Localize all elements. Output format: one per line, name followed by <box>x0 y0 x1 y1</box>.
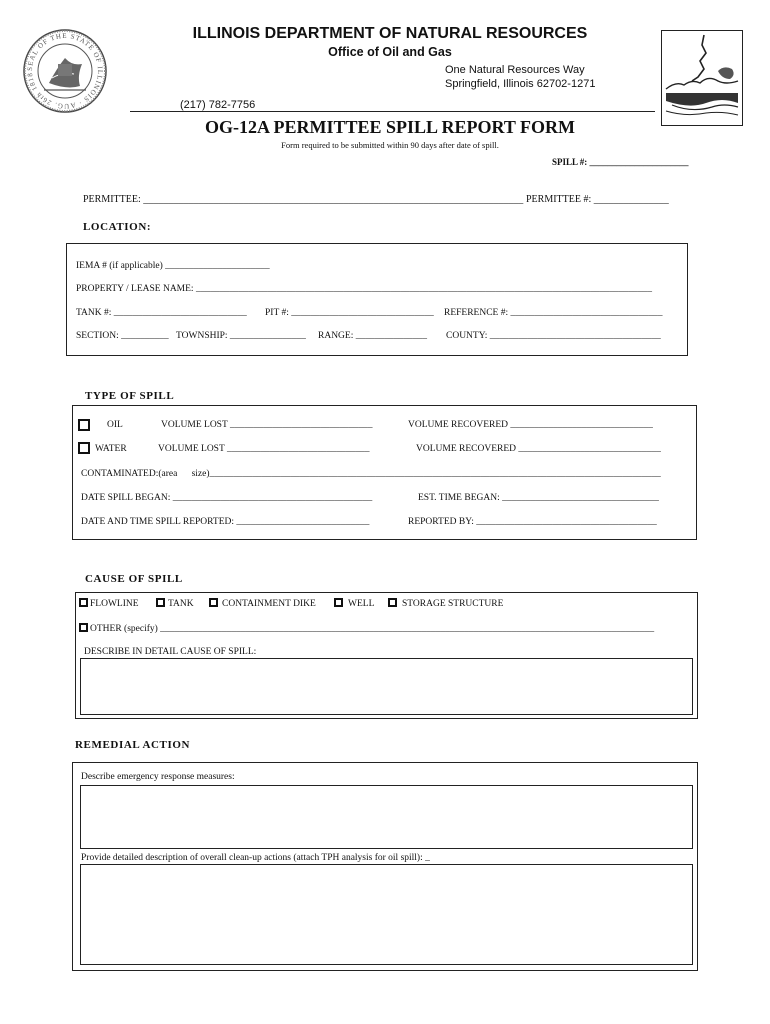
contaminated-area-field[interactable]: CONTAMINATED:(area size)_______________________________________________________________________________________________ <box>81 469 661 479</box>
form-subtitle: Form required to be submitted within 90 days after date of spill. <box>281 140 499 150</box>
county-field[interactable]: COUNTY: ____________________________________ <box>446 331 661 341</box>
oil-volume-lost-field[interactable]: VOLUME LOST ______________________________ <box>161 420 373 430</box>
est-time-began-field[interactable]: EST. TIME BEGAN: _________________________________ <box>418 493 659 503</box>
state-seal <box>22 28 108 114</box>
section-field[interactable]: SECTION: __________ <box>76 331 169 341</box>
iema-field[interactable]: IEMA # (if applicable) ______________________ <box>76 261 270 271</box>
emergency-response-textarea[interactable] <box>80 785 693 849</box>
water-label: WATER <box>95 444 127 454</box>
oil-checkbox[interactable] <box>78 419 90 431</box>
agency-name: ILLINOIS DEPARTMENT OF NATURAL RESOURCES <box>192 25 588 42</box>
type-of-spill-heading: TYPE OF SPILL <box>85 390 175 402</box>
tank-checkbox[interactable] <box>156 598 165 607</box>
storage-structure-label: STORAGE STRUCTURE <box>402 599 504 609</box>
idnr-logo <box>661 30 743 126</box>
oil-volume-recovered-field[interactable]: VOLUME RECOVERED ______________________________ <box>408 420 653 430</box>
form-title: OG-12A PERMITTEE SPILL REPORT FORM <box>204 117 576 137</box>
township-field[interactable]: TOWNSHIP: ________________ <box>176 331 306 341</box>
well-checkbox[interactable] <box>334 598 343 607</box>
header-rule <box>130 111 655 112</box>
tank-label: TANK <box>168 599 194 609</box>
address-line2: Springfield, Illinois 62702-1271 <box>445 78 596 90</box>
office-name: Office of Oil and Gas <box>328 45 452 59</box>
oil-label: OIL <box>107 420 123 430</box>
date-spill-began-field[interactable]: DATE SPILL BEGAN: __________________________________________ <box>81 493 373 503</box>
permittee-field[interactable]: PERMITTEE: ____________________________________________________________________________ <box>83 194 524 205</box>
describe-cause-label: DESCRIBE IN DETAIL CAUSE OF SPILL: <box>84 647 257 657</box>
flowline-checkbox[interactable] <box>79 598 88 607</box>
reference-number-field[interactable]: REFERENCE #: ________________________________ <box>444 308 663 318</box>
storage-structure-checkbox[interactable] <box>388 598 397 607</box>
permittee-number-field[interactable]: PERMITTEE #: _______________ <box>526 194 669 205</box>
emergency-response-label: Describe emergency response measures: <box>81 772 235 782</box>
pit-number-field[interactable]: PIT #: ______________________________ <box>265 308 434 318</box>
cause-of-spill-heading: CAUSE OF SPILL <box>85 573 183 585</box>
phone-number: (217) 782-7756 <box>180 99 256 111</box>
property-lease-field[interactable]: PROPERTY / LEASE NAME: ________________________________________________________________________________________________ <box>76 284 652 294</box>
date-time-reported-field[interactable]: DATE AND TIME SPILL REPORTED: ____________________________ <box>81 517 370 527</box>
other-checkbox[interactable] <box>79 623 88 632</box>
flowline-label: FLOWLINE <box>90 599 139 609</box>
remedial-action-heading: REMEDIAL ACTION <box>75 739 191 751</box>
well-label: WELL <box>348 599 375 609</box>
address-line1: One Natural Resources Way <box>445 64 585 76</box>
containment-dike-label: CONTAINMENT DIKE <box>222 599 316 609</box>
cleanup-actions-textarea[interactable] <box>80 864 693 965</box>
water-volume-lost-field[interactable]: VOLUME LOST ______________________________ <box>158 444 370 454</box>
water-checkbox[interactable] <box>78 442 90 454</box>
svg-text:SEAL OF THE STATE OF ILLINOIS: SEAL OF THE STATE OF ILLINOIS · AUG. 26th 1818 <box>25 31 105 111</box>
spill-number-field[interactable]: SPILL #: ______________________ <box>552 157 689 167</box>
range-field[interactable]: RANGE: _______________ <box>318 331 427 341</box>
other-specify-field[interactable]: OTHER (specify) ________________________________________________________________________________________________________ <box>90 624 655 634</box>
water-volume-recovered-field[interactable]: VOLUME RECOVERED ______________________________ <box>416 444 661 454</box>
describe-cause-textarea[interactable] <box>80 658 693 715</box>
reported-by-field[interactable]: REPORTED BY: ______________________________________ <box>408 517 657 527</box>
containment-dike-checkbox[interactable] <box>209 598 218 607</box>
tank-number-field[interactable]: TANK #: ____________________________ <box>76 308 247 318</box>
location-heading: LOCATION: <box>83 221 152 233</box>
cleanup-actions-label: Provide detailed description of overall clean-up actions (attach TPH analysis for oil spill): _ <box>81 853 430 863</box>
